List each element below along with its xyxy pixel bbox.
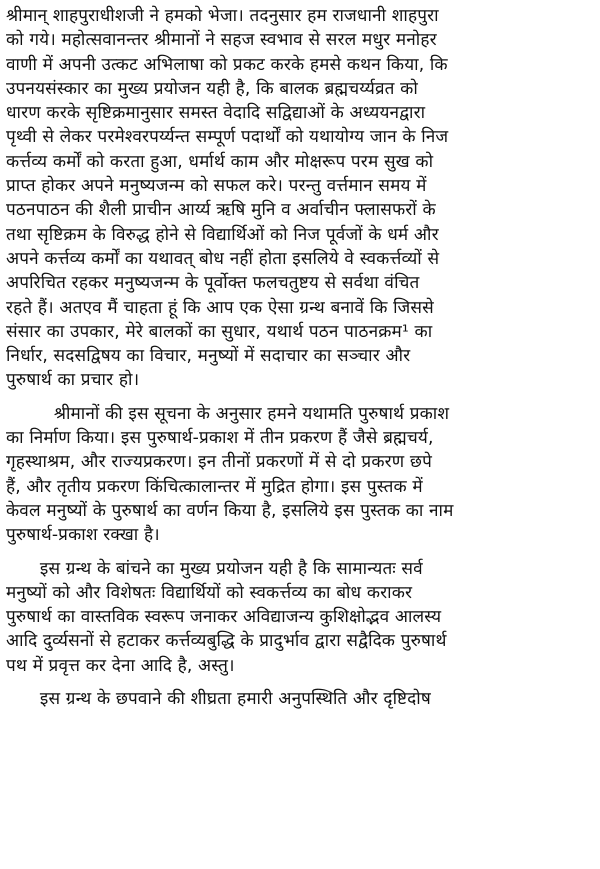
text-line: अपने कर्त्तव्य कर्मों का यथावत् बोध नहीं होता इसलिये वे स्वकर्त्तव्यों से — [6, 248, 440, 269]
text-line: श्रीमान् शाहपुराधीशजी ने हमको भेजा। तदनुसार हम राजधानी शाहपुरा — [6, 6, 439, 26]
text-line: को गये। महोत्सवानन्तर श्रीमानों ने सहज स्वभाव से सरल मधुर मनोहर — [6, 30, 437, 51]
text-line: गृहस्थाश्रम, और राज्यप्रकरण। इन तीनों प्रकरणों में से दो प्रकरण छपे — [6, 452, 432, 473]
paragraph-2 — [6, 402, 596, 548]
text-line: पृथ्वी से लेकर परमेश्वरपर्य्यन्त सम्पूर्ण पदार्थों को यथायोग्य जान के निज — [6, 127, 449, 148]
paragraph-gap — [6, 548, 596, 557]
text-line: श्रीमानों की इस सूचना के अनुसार हमने यथामति पुरुषार्थ प्रकाश — [53, 403, 450, 424]
paragraph-4 — [6, 687, 596, 711]
paragraph-3 — [6, 557, 596, 678]
paragraph-gap — [6, 678, 596, 687]
text-line: इस ग्रन्थ के छपवाने की शीघ्रता हमारी अनुपस्थिति और दृष्टिदोष — [39, 689, 431, 710]
paragraph-gap — [6, 393, 596, 402]
text-line: इस ग्रन्थ के बांचने का मुख्य प्रयोजन यही है कि सामान्यतः सर्व — [39, 558, 423, 579]
text-line: तथा सृष्टिक्रम के विरुद्ध होने से विद्यार्थिओं को निज पूर्वजों के धर्म और — [6, 224, 439, 245]
text-line: हैं, और तृतीय प्रकरण किंचित्कालान्तर में मुद्रित होगा। इस पुस्तक में — [6, 476, 423, 497]
text-line: पुरुषार्थ का प्रचार हो। — [6, 370, 140, 391]
text-line: अपरिचित रहकर मनुष्यजन्म के पूर्वोक्त फलचतुष्टय से सर्वथा वंचित — [6, 273, 420, 294]
text-line: पुरुषार्थ का वास्तविक स्वरूप जनाकर अविद्याजन्य कुशिक्षोद्भव आलस्य — [6, 607, 442, 628]
text-line: धारण करके सृष्टिक्रमानुसार समस्त वेदादि सद्विद्याओं के अध्ययनद्वारा — [6, 103, 426, 124]
text-line: संसार का उपकार, मेरे बालकों का सुधार, यथार्थ पठन पाठनक्रम¹ का — [6, 321, 433, 342]
text-line: पठनपाठन की शैली प्राचीन आर्य्य ऋषि मुनि व अर्वाचीन फ्लासफरों के — [6, 200, 436, 221]
text-line: रहते हैं। अतएव मैं चाहता हूं कि आप एक ऐसा ग्रन्थ बनावें कि जिससे — [6, 297, 434, 318]
text-line: पथ में प्रवृत्त कर देना आदि है, अस्तु। — [6, 655, 235, 676]
text-line: प्राप्त होकर अपने मनुष्यजन्म को सफल करे। परन्तु वर्त्तमान समय में — [6, 176, 427, 197]
text-line: उपनयसंस्कार का मुख्य प्रयोजन यही है, कि बालक ब्रह्मचर्य्यव्रत को — [6, 78, 418, 99]
text-line: वाणी में अपनी उत्कट अभिलाषा को प्रकट करके हमसे कथन किया, कि — [6, 54, 448, 75]
text-line: मनुष्यों को और विशेषतः विद्यार्थियों को स्वकर्त्तव्य का बोध कराकर — [6, 582, 413, 603]
text-line: आदि दुर्व्यसनों से हटाकर कर्त्तव्यबुद्धि के प्रादुर्भाव द्वारा सद्वैदिक पुरुषार्थ — [6, 631, 447, 652]
text-line: का निर्माण किया। इस पुरुषार्थ-प्रकाश में तीन प्रकरण हैं जैसे ब्रह्मचर्य, — [6, 428, 434, 449]
text-line: कर्त्तव्य कर्मों को करता हुआ, धर्मार्थ काम और मोक्षरूप परम सुख को — [6, 151, 434, 172]
text-line: निर्धार, सदसद्विषय का विचार, मनुष्यों में सदाचार का सञ्चार और — [6, 346, 411, 367]
text-line: केवल मनुष्यों के पुरुषार्थ का वर्णन किया है, इसलिये इस पुस्तक का नाम — [6, 500, 454, 521]
document-page — [6, 4, 596, 866]
text-line: पुरुषार्थ-प्रकाश रक्खा है। — [6, 525, 160, 546]
paragraph-1 — [6, 4, 596, 393]
